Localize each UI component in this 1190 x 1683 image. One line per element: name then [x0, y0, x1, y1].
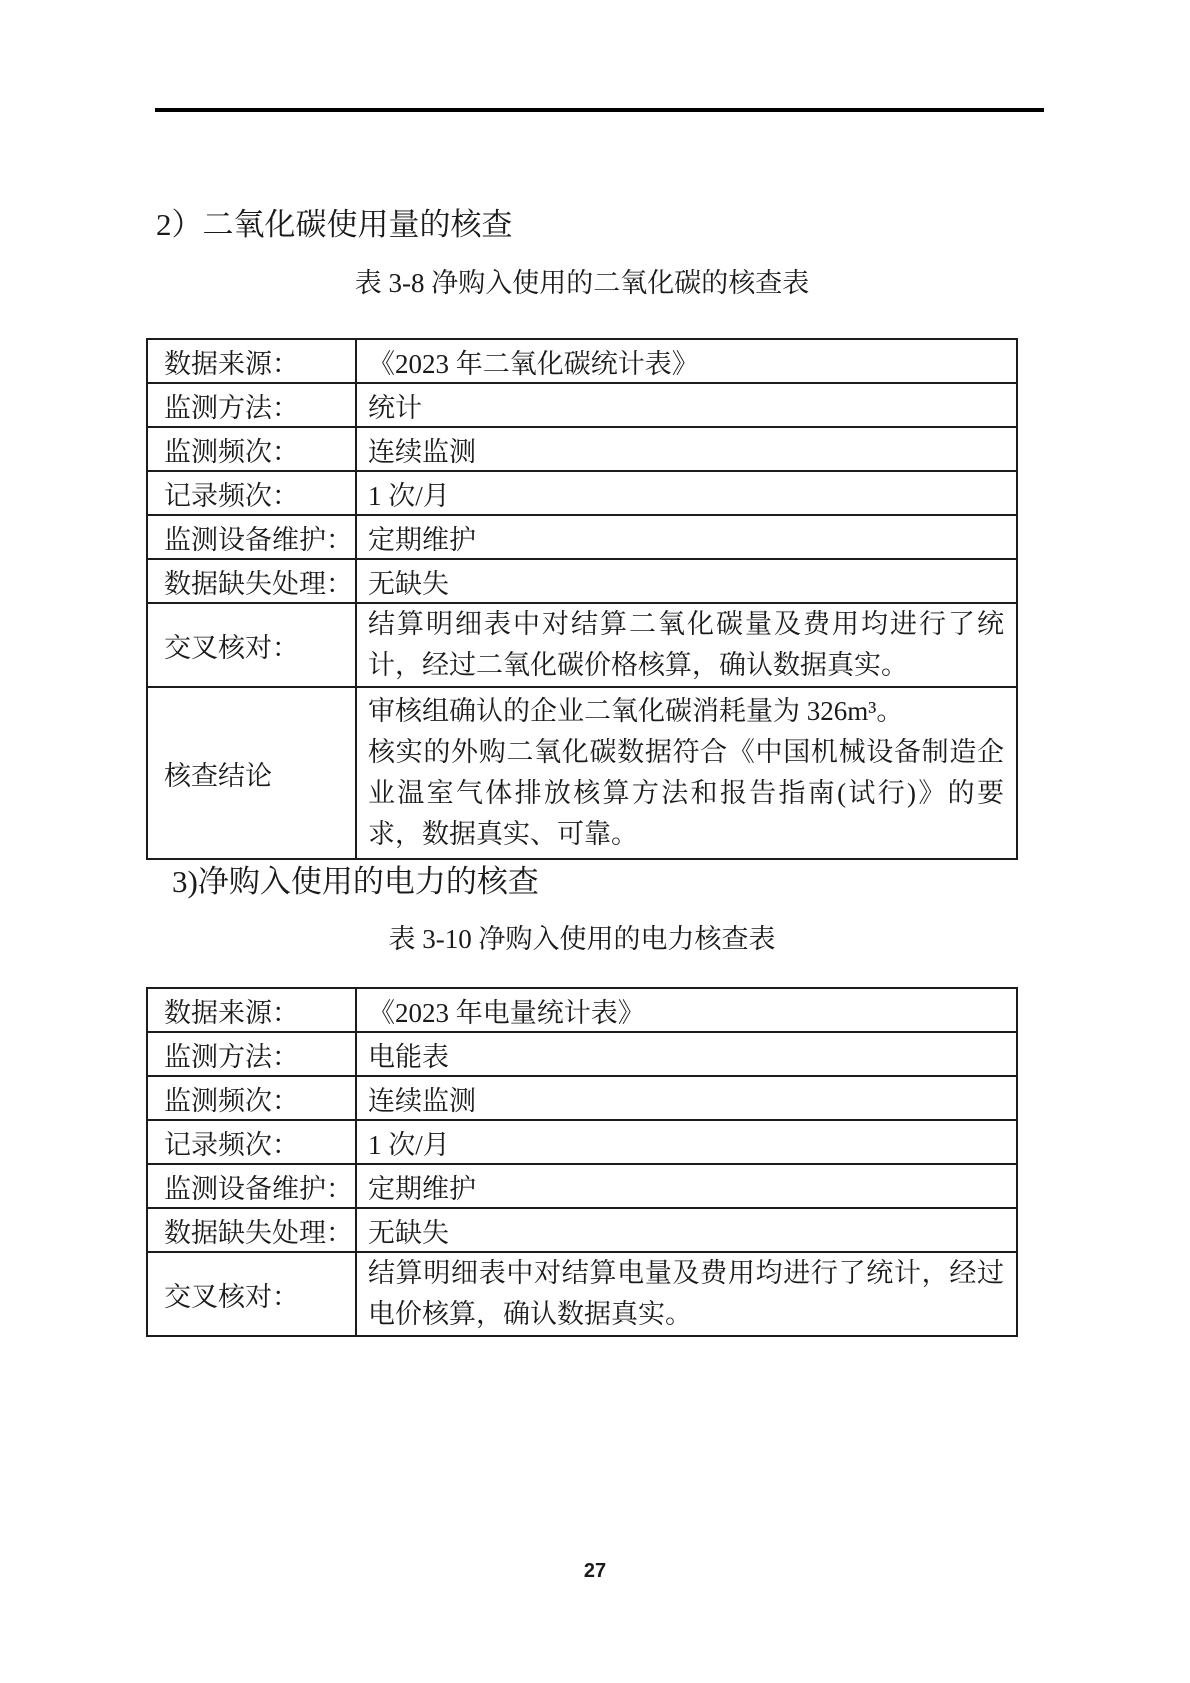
table-row-data-source: [147, 339, 1017, 383]
row-value: 《2023 年电量统计表》: [356, 988, 1017, 1032]
row-value: 结算明细表中对结算电量及费用均进行了统计，经过电价核算，确认数据真实。: [356, 1252, 1017, 1336]
table-3-8-caption: 表 3-8 净购入使用的二氧化碳的核查表: [354, 268, 810, 298]
row-value: 结算明细表中对结算二氧化碳量及费用均进行了统计，经过二氧化碳价格核算，确认数据真实。: [356, 603, 1017, 687]
table-row-cross-check: [147, 603, 1017, 687]
row-label: 数据来源：: [147, 988, 356, 1032]
section-3-heading: 3)净购入使用的电力的核查: [172, 864, 539, 899]
table-3-8: [146, 338, 1018, 860]
row-value: [356, 687, 1017, 859]
row-value: 电能表: [356, 1032, 1017, 1076]
table-row-missing-data: [147, 1208, 1017, 1252]
conclusion-line-2: 核实的外购二氧化碳数据符合《中国机械设备制造企业温室气体排放核算方法和报告指南(试行)》的要求，数据真实、可靠。: [368, 737, 1004, 849]
table-3-10-caption: 表 3-10 净购入使用的电力核查表: [388, 924, 776, 954]
row-value: 定期维护: [356, 515, 1017, 559]
table-row-monitor-frequency: [147, 1076, 1017, 1120]
row-value: 无缺失: [356, 559, 1017, 603]
row-label: 记录频次：: [147, 471, 356, 515]
header-rule: [155, 108, 1044, 112]
row-value: 无缺失: [356, 1208, 1017, 1252]
section-2-heading: 2）二氧化碳使用量的核查: [156, 207, 513, 242]
row-label: 监测频次：: [147, 1076, 356, 1120]
table-row-monitor-method: [147, 383, 1017, 427]
row-label: 监测设备维护：: [147, 515, 356, 559]
row-value: 连续监测: [356, 427, 1017, 471]
table-row-conclusion: [147, 687, 1017, 859]
row-label: 交叉核对：: [147, 603, 356, 687]
table-row-monitor-method: [147, 1032, 1017, 1076]
table-3-10: [146, 987, 1018, 1337]
row-value: 1 次/月: [356, 471, 1017, 515]
row-label: 核查结论: [147, 687, 356, 859]
table-row-record-frequency: [147, 471, 1017, 515]
row-label: 监测方法：: [147, 1032, 356, 1076]
table-row-monitor-frequency: [147, 427, 1017, 471]
row-value: 《2023 年二氧化碳统计表》: [356, 339, 1017, 383]
row-label: 数据缺失处理：: [147, 559, 356, 603]
table-row-record-frequency: [147, 1120, 1017, 1164]
row-value: 统计: [356, 383, 1017, 427]
table-row-cross-check: [147, 1252, 1017, 1336]
conclusion-line-1: 审核组确认的企业二氧化碳消耗量为 326m³。: [368, 696, 904, 726]
row-value: 1 次/月: [356, 1120, 1017, 1164]
row-label: 监测频次：: [147, 427, 356, 471]
table-row-data-source: [147, 988, 1017, 1032]
table-row-equipment-maintenance: [147, 1164, 1017, 1208]
table-row-equipment-maintenance: [147, 515, 1017, 559]
row-label: 数据缺失处理：: [147, 1208, 356, 1252]
row-value: 连续监测: [356, 1076, 1017, 1120]
row-label: 记录频次：: [147, 1120, 356, 1164]
row-label: 监测方法：: [147, 383, 356, 427]
page-number: 27: [583, 1560, 607, 1582]
row-label: 交叉核对：: [147, 1252, 356, 1336]
row-value: 定期维护: [356, 1164, 1017, 1208]
table-row-missing-data: [147, 559, 1017, 603]
row-label: 监测设备维护：: [147, 1164, 356, 1208]
row-label: 数据来源：: [147, 339, 356, 383]
